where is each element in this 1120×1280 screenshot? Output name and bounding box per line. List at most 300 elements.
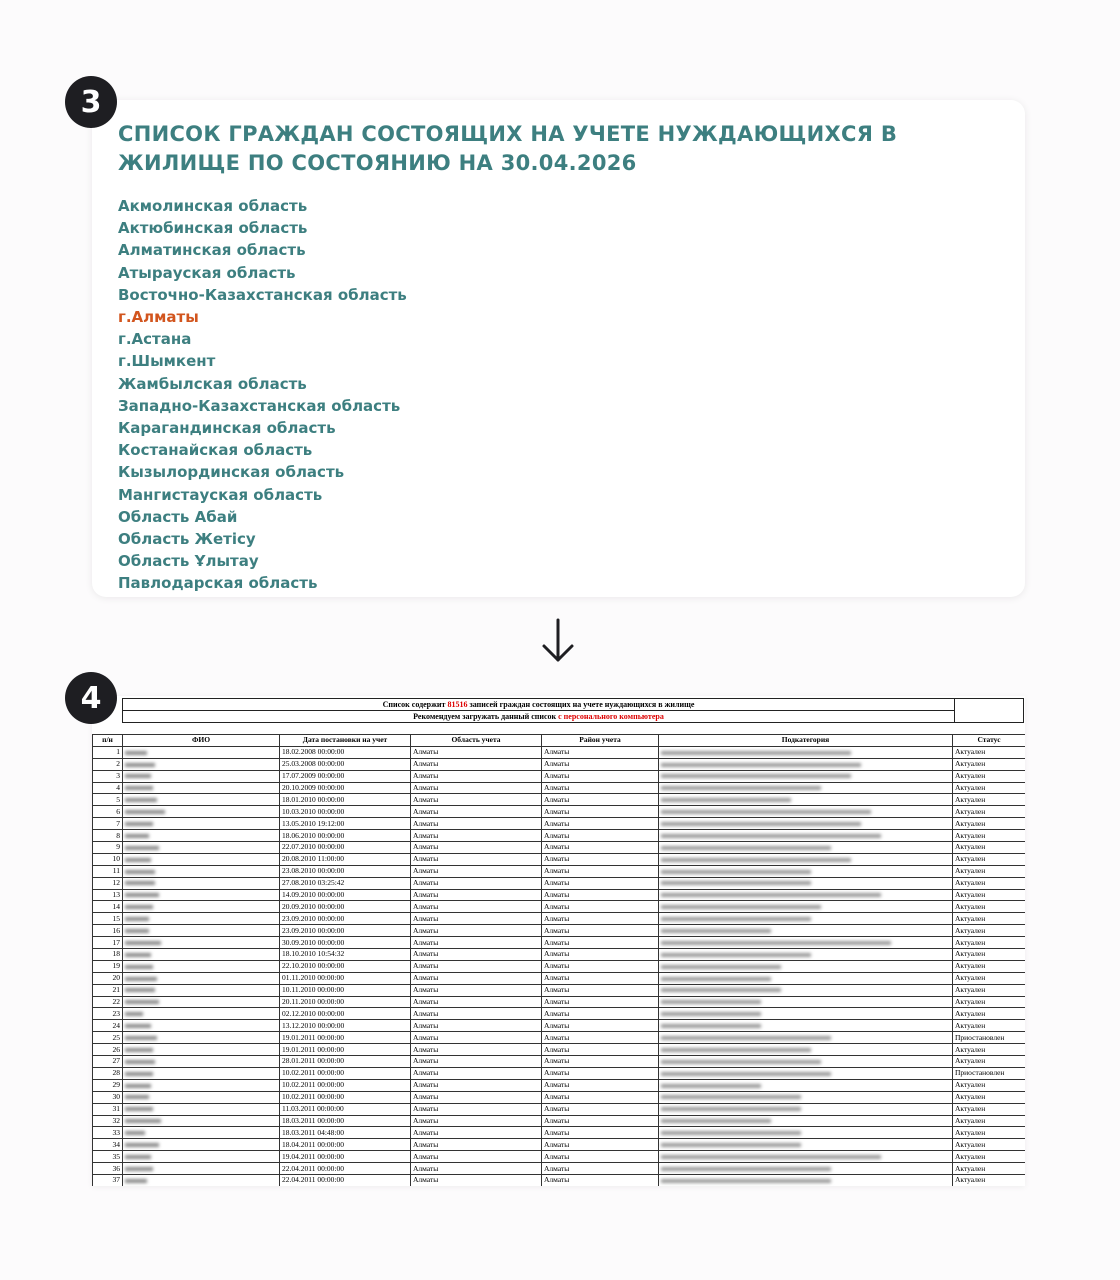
redacted-name-cell — [123, 889, 280, 901]
redacted-name-cell — [123, 806, 280, 818]
district-cell: Алматы — [542, 1103, 659, 1115]
redacted-name-cell — [123, 782, 280, 794]
region-link[interactable]: Жамбылская область — [118, 374, 307, 393]
table-row — [93, 889, 1026, 901]
region-link[interactable]: Актюбинская область — [118, 219, 308, 238]
redacted-name-cell — [123, 853, 280, 865]
redacted-text — [661, 1036, 831, 1040]
redacted-name-cell — [123, 1056, 280, 1068]
redacted-name-cell — [123, 1091, 280, 1103]
step-3-badge: 3 — [65, 76, 117, 128]
redacted-text — [661, 988, 781, 992]
region-cell: Алматы — [411, 1115, 542, 1127]
redacted-subcategory-cell — [659, 877, 953, 889]
column-header: Статус — [953, 735, 1026, 747]
region-cell: Алматы — [411, 830, 542, 842]
column-header: Дата постановки на учет — [280, 735, 411, 747]
region-cell: Алматы — [411, 1056, 542, 1068]
redacted-name-cell — [123, 865, 280, 877]
row-number: 7 — [93, 818, 123, 830]
region-link[interactable]: Атырауская область — [118, 263, 296, 282]
step-4-badge: 4 — [65, 672, 117, 724]
table-row — [93, 1044, 1026, 1056]
table-row — [93, 806, 1026, 818]
redacted-name-cell — [123, 842, 280, 854]
status-cell: Актуален — [953, 746, 1026, 758]
row-number: 1 — [93, 746, 123, 758]
redacted-subcategory-cell — [659, 1079, 953, 1091]
registration-date: 02.12.2010 00:00:00 — [280, 1008, 411, 1020]
region-cell: Алматы — [411, 806, 542, 818]
registration-date: 10.02.2011 00:00:00 — [280, 1079, 411, 1091]
table-row — [93, 818, 1026, 830]
column-header: Район учета — [542, 735, 659, 747]
row-number: 11 — [93, 865, 123, 877]
region-link[interactable]: Павлодарская область — [118, 574, 318, 593]
table-row — [93, 996, 1026, 1008]
registration-date: 10.03.2010 00:00:00 — [280, 806, 411, 818]
status-cell: Актуален — [953, 758, 1026, 770]
district-cell: Алматы — [542, 913, 659, 925]
redacted-text — [125, 1012, 143, 1016]
redacted-text — [661, 846, 831, 850]
district-cell: Алматы — [542, 1163, 659, 1175]
district-cell: Алматы — [542, 1020, 659, 1032]
region-link[interactable]: Западно-Казахстанская область — [118, 396, 401, 415]
redacted-text — [125, 858, 151, 862]
status-cell: Актуален — [953, 1127, 1026, 1139]
region-cell: Алматы — [411, 1103, 542, 1115]
redacted-subcategory-cell — [659, 949, 953, 961]
district-cell: Алматы — [542, 1032, 659, 1044]
redacted-text — [125, 1060, 155, 1064]
redacted-text — [661, 1012, 761, 1016]
status-cell: Актуален — [953, 806, 1026, 818]
district-cell: Алматы — [542, 782, 659, 794]
district-cell: Алматы — [542, 1044, 659, 1056]
redacted-text — [661, 870, 811, 874]
table-row — [93, 1139, 1026, 1151]
region-link[interactable]: Алматинская область — [118, 241, 306, 260]
region-cell: Алматы — [411, 1079, 542, 1091]
row-number: 25 — [93, 1032, 123, 1044]
status-cell: Актуален — [953, 901, 1026, 913]
redacted-text — [661, 1107, 801, 1111]
arrow-down-icon — [540, 618, 576, 666]
redacted-text — [661, 1143, 801, 1147]
region-link[interactable]: Кызылординская область — [118, 463, 345, 482]
region-link[interactable]: Мангистауская область — [118, 485, 323, 504]
redacted-text — [661, 810, 871, 814]
region-link[interactable]: Область Ұлытау — [118, 552, 259, 571]
status-cell: Актуален — [953, 1115, 1026, 1127]
redacted-text — [661, 858, 851, 862]
redacted-name-cell — [123, 818, 280, 830]
table-row — [93, 913, 1026, 925]
district-cell: Алматы — [542, 1174, 659, 1186]
status-cell: Актуален — [953, 1044, 1026, 1056]
redacted-text — [125, 786, 153, 790]
region-cell: Алматы — [411, 794, 542, 806]
redacted-name-cell — [123, 758, 280, 770]
status-cell: Актуален — [953, 1020, 1026, 1032]
redacted-text — [125, 1155, 151, 1159]
table-row — [93, 1020, 1026, 1032]
table-header-row — [93, 735, 1026, 747]
status-cell: Актуален — [953, 1091, 1026, 1103]
redacted-name-cell — [123, 913, 280, 925]
district-cell: Алматы — [542, 746, 659, 758]
row-number: 14 — [93, 901, 123, 913]
redacted-text — [661, 798, 791, 802]
redacted-name-cell — [123, 1032, 280, 1044]
registration-date: 19.01.2011 00:00:00 — [280, 1044, 411, 1056]
row-number: 34 — [93, 1139, 123, 1151]
redacted-text — [661, 1119, 771, 1123]
redacted-text — [661, 905, 821, 909]
status-cell: Актуален — [953, 818, 1026, 830]
redacted-name-cell — [123, 972, 280, 984]
district-cell: Алматы — [542, 937, 659, 949]
row-number: 28 — [93, 1067, 123, 1079]
table-row — [93, 853, 1026, 865]
redacted-text — [661, 1060, 821, 1064]
redacted-name-cell — [123, 1044, 280, 1056]
district-cell: Алматы — [542, 830, 659, 842]
redacted-text — [125, 1048, 153, 1052]
redacted-subcategory-cell — [659, 782, 953, 794]
redacted-text — [661, 953, 811, 957]
district-cell: Алматы — [542, 1008, 659, 1020]
redacted-subcategory-cell — [659, 1174, 953, 1186]
table-row — [93, 770, 1026, 782]
redacted-name-cell — [123, 996, 280, 1008]
row-number: 4 — [93, 782, 123, 794]
redacted-name-cell — [123, 925, 280, 937]
region-cell: Алматы — [411, 842, 542, 854]
redacted-text — [661, 881, 811, 885]
district-cell: Алматы — [542, 1079, 659, 1091]
district-cell: Алматы — [542, 996, 659, 1008]
row-number: 5 — [93, 794, 123, 806]
column-header: Область учета — [411, 735, 542, 747]
district-cell: Алматы — [542, 758, 659, 770]
registration-date: 10.02.2011 00:00:00 — [280, 1067, 411, 1079]
redacted-text — [125, 798, 157, 802]
redacted-subcategory-cell — [659, 1151, 953, 1163]
redacted-text — [125, 822, 153, 826]
redacted-subcategory-cell — [659, 1032, 953, 1044]
redacted-name-cell — [123, 794, 280, 806]
redacted-subcategory-cell — [659, 1103, 953, 1115]
registration-date: 25.03.2008 00:00:00 — [280, 758, 411, 770]
registration-date: 14.09.2010 00:00:00 — [280, 889, 411, 901]
redacted-subcategory-cell — [659, 1067, 953, 1079]
redacted-name-cell — [123, 901, 280, 913]
sheet-header — [122, 698, 955, 723]
region-cell: Алматы — [411, 770, 542, 782]
table-row — [93, 1174, 1026, 1186]
redacted-subcategory-cell — [659, 1020, 953, 1032]
redacted-subcategory-cell — [659, 1091, 953, 1103]
redacted-text — [125, 774, 151, 778]
row-number: 21 — [93, 984, 123, 996]
row-number: 24 — [93, 1020, 123, 1032]
redacted-name-cell — [123, 1115, 280, 1127]
status-cell: Актуален — [953, 1079, 1026, 1091]
status-cell: Актуален — [953, 1056, 1026, 1068]
row-number: 22 — [93, 996, 123, 1008]
redacted-text — [125, 751, 147, 755]
registration-date: 23.09.2010 00:00:00 — [280, 925, 411, 937]
registration-date: 17.07.2009 00:00:00 — [280, 770, 411, 782]
row-number: 6 — [93, 806, 123, 818]
row-number: 9 — [93, 842, 123, 854]
table-row — [93, 1032, 1026, 1044]
district-cell: Алматы — [542, 960, 659, 972]
registration-date: 01.11.2010 00:00:00 — [280, 972, 411, 984]
redacted-subcategory-cell — [659, 925, 953, 937]
column-header: Подкатегория — [659, 735, 953, 747]
redacted-subcategory-cell — [659, 758, 953, 770]
district-cell: Алматы — [542, 1067, 659, 1079]
status-cell: Актуален — [953, 925, 1026, 937]
region-link[interactable]: г.Шымкент — [118, 352, 216, 371]
registration-date: 27.08.2010 03:25:42 — [280, 877, 411, 889]
district-cell: Алматы — [542, 889, 659, 901]
redacted-text — [125, 1036, 157, 1040]
row-number: 20 — [93, 972, 123, 984]
table-row — [93, 901, 1026, 913]
table-row — [93, 1056, 1026, 1068]
redacted-subcategory-cell — [659, 937, 953, 949]
table-row — [93, 782, 1026, 794]
district-cell: Алматы — [542, 1056, 659, 1068]
region-link[interactable]: Восточно-Казахстанская область — [118, 285, 407, 304]
region-link[interactable]: г.Алматы — [118, 308, 199, 327]
district-cell: Алматы — [542, 972, 659, 984]
row-number: 15 — [93, 913, 123, 925]
table-row — [93, 865, 1026, 877]
table-row — [93, 1151, 1026, 1163]
row-number: 29 — [93, 1079, 123, 1091]
region-cell: Алматы — [411, 1091, 542, 1103]
table-row — [93, 746, 1026, 758]
district-cell: Алматы — [542, 877, 659, 889]
status-cell: Актуален — [953, 1151, 1026, 1163]
redacted-name-cell — [123, 1151, 280, 1163]
region-link[interactable]: г.Астана — [118, 330, 192, 349]
redacted-subcategory-cell — [659, 853, 953, 865]
registration-date: 23.08.2010 00:00:00 — [280, 865, 411, 877]
redacted-name-cell — [123, 1139, 280, 1151]
status-cell: Актуален — [953, 972, 1026, 984]
redacted-text — [661, 1179, 831, 1183]
redacted-name-cell — [123, 937, 280, 949]
redacted-text — [125, 893, 159, 897]
records-sheet — [92, 696, 1025, 1186]
district-cell: Алматы — [542, 1139, 659, 1151]
registration-date: 30.09.2010 00:00:00 — [280, 937, 411, 949]
redacted-text — [125, 1179, 147, 1183]
page-title: СПИСОК ГРАЖДАН СОСТОЯЩИХ НА УЧЕТЕ НУЖДАЮЩИХСЯ В ЖИЛИЩЕ ПО СОСТОЯНИЮ НА 30.04.2026 — [118, 122, 898, 175]
status-cell: Актуален — [953, 782, 1026, 794]
redacted-text — [125, 1119, 161, 1123]
registration-date: 18.04.2011 00:00:00 — [280, 1139, 411, 1151]
registration-date: 18.06.2010 00:00:00 — [280, 830, 411, 842]
row-number: 30 — [93, 1091, 123, 1103]
row-number: 19 — [93, 960, 123, 972]
region-cell: Алматы — [411, 949, 542, 961]
redacted-name-cell — [123, 1079, 280, 1091]
district-cell: Алматы — [542, 1091, 659, 1103]
status-cell: Актуален — [953, 913, 1026, 925]
redacted-text — [125, 834, 149, 838]
redacted-subcategory-cell — [659, 1139, 953, 1151]
redacted-text — [661, 786, 821, 790]
row-number: 33 — [93, 1127, 123, 1139]
registration-date: 20.09.2010 00:00:00 — [280, 901, 411, 913]
registration-date: 23.09.2010 00:00:00 — [280, 913, 411, 925]
redacted-text — [125, 988, 155, 992]
table-row — [93, 1163, 1026, 1175]
status-cell: Актуален — [953, 830, 1026, 842]
table-row — [93, 1079, 1026, 1091]
redacted-text — [125, 1107, 153, 1111]
redacted-text — [125, 1131, 145, 1135]
registration-date: 22.04.2011 00:00:00 — [280, 1174, 411, 1186]
redacted-text — [125, 1084, 151, 1088]
registration-date: 10.11.2010 00:00:00 — [280, 984, 411, 996]
redacted-text — [125, 941, 161, 945]
region-cell: Алматы — [411, 1020, 542, 1032]
redacted-text — [661, 1095, 801, 1099]
region-cell: Алматы — [411, 996, 542, 1008]
district-cell: Алматы — [542, 984, 659, 996]
redacted-text — [125, 1024, 151, 1028]
redacted-name-cell — [123, 1174, 280, 1186]
registration-date: 18.01.2010 00:00:00 — [280, 794, 411, 806]
redacted-subcategory-cell — [659, 1008, 953, 1020]
status-cell: Актуален — [953, 794, 1026, 806]
region-selection-card — [92, 100, 1025, 597]
status-cell: Актуален — [953, 842, 1026, 854]
region-list — [118, 195, 407, 595]
registration-date: 28.01.2011 00:00:00 — [280, 1056, 411, 1068]
redacted-text — [661, 774, 851, 778]
table-row — [93, 960, 1026, 972]
table-row — [93, 877, 1026, 889]
row-number: 3 — [93, 770, 123, 782]
redacted-subcategory-cell — [659, 972, 953, 984]
status-cell: Актуален — [953, 1103, 1026, 1115]
redacted-text — [125, 1167, 153, 1171]
redacted-text — [125, 763, 155, 767]
redacted-subcategory-cell — [659, 818, 953, 830]
registration-date: 22.04.2011 00:00:00 — [280, 1163, 411, 1175]
table-row — [93, 1103, 1026, 1115]
district-cell: Алматы — [542, 901, 659, 913]
column-header: ФИО — [123, 735, 280, 747]
redacted-subcategory-cell — [659, 806, 953, 818]
status-cell: Актуален — [953, 960, 1026, 972]
redacted-name-cell — [123, 949, 280, 961]
table-row — [93, 794, 1026, 806]
redacted-subcategory-cell — [659, 1163, 953, 1175]
redacted-text — [125, 929, 149, 933]
status-cell: Актуален — [953, 865, 1026, 877]
redacted-subcategory-cell — [659, 842, 953, 854]
redacted-name-cell — [123, 1020, 280, 1032]
region-cell: Алматы — [411, 1008, 542, 1020]
registration-date: 20.10.2009 00:00:00 — [280, 782, 411, 794]
region-cell: Алматы — [411, 1139, 542, 1151]
row-number: 36 — [93, 1163, 123, 1175]
table-row — [93, 1115, 1026, 1127]
district-cell: Алматы — [542, 1151, 659, 1163]
row-number: 8 — [93, 830, 123, 842]
redacted-subcategory-cell — [659, 913, 953, 925]
redacted-text — [125, 1143, 159, 1147]
records-table — [92, 734, 1025, 1186]
status-cell: Актуален — [953, 877, 1026, 889]
region-cell: Алматы — [411, 853, 542, 865]
region-link[interactable]: Акмолинская область — [118, 197, 308, 215]
row-number: 10 — [93, 853, 123, 865]
redacted-name-cell — [123, 1127, 280, 1139]
table-row — [93, 949, 1026, 961]
redacted-text — [661, 893, 881, 897]
table-row — [93, 1091, 1026, 1103]
registration-date: 13.12.2010 00:00:00 — [280, 1020, 411, 1032]
registration-date: 20.11.2010 00:00:00 — [280, 996, 411, 1008]
redacted-subcategory-cell — [659, 889, 953, 901]
region-link[interactable]: Карагандинская область — [118, 419, 336, 438]
region-link[interactable]: Область Абай — [118, 507, 238, 526]
status-cell: Актуален — [953, 1174, 1026, 1186]
redacted-text — [661, 834, 881, 838]
status-cell: Актуален — [953, 770, 1026, 782]
redacted-text — [661, 751, 851, 755]
region-link[interactable]: Область Жетісу — [118, 530, 256, 549]
redacted-name-cell — [123, 1067, 280, 1079]
registration-date: 19.04.2011 00:00:00 — [280, 1151, 411, 1163]
region-link[interactable]: Костанайская область — [118, 441, 313, 460]
redacted-subcategory-cell — [659, 1115, 953, 1127]
redacted-name-cell — [123, 1008, 280, 1020]
registration-date: 10.02.2011 00:00:00 — [280, 1091, 411, 1103]
region-cell: Алматы — [411, 1174, 542, 1186]
status-cell: Актуален — [953, 853, 1026, 865]
table-row — [93, 984, 1026, 996]
table-row — [93, 758, 1026, 770]
status-cell: Приостановлен — [953, 1067, 1026, 1079]
registration-date: 22.07.2010 00:00:00 — [280, 842, 411, 854]
region-cell: Алматы — [411, 960, 542, 972]
region-cell: Алматы — [411, 865, 542, 877]
table-row — [93, 1067, 1026, 1079]
header-side-cell — [953, 698, 1024, 723]
redacted-subcategory-cell — [659, 996, 953, 1008]
redacted-text — [125, 905, 153, 909]
row-number: 17 — [93, 937, 123, 949]
region-cell: Алматы — [411, 972, 542, 984]
row-number: 37 — [93, 1174, 123, 1186]
status-cell: Приостановлен — [953, 1032, 1026, 1044]
redacted-name-cell — [123, 877, 280, 889]
region-cell: Алматы — [411, 1044, 542, 1056]
region-cell: Алматы — [411, 925, 542, 937]
